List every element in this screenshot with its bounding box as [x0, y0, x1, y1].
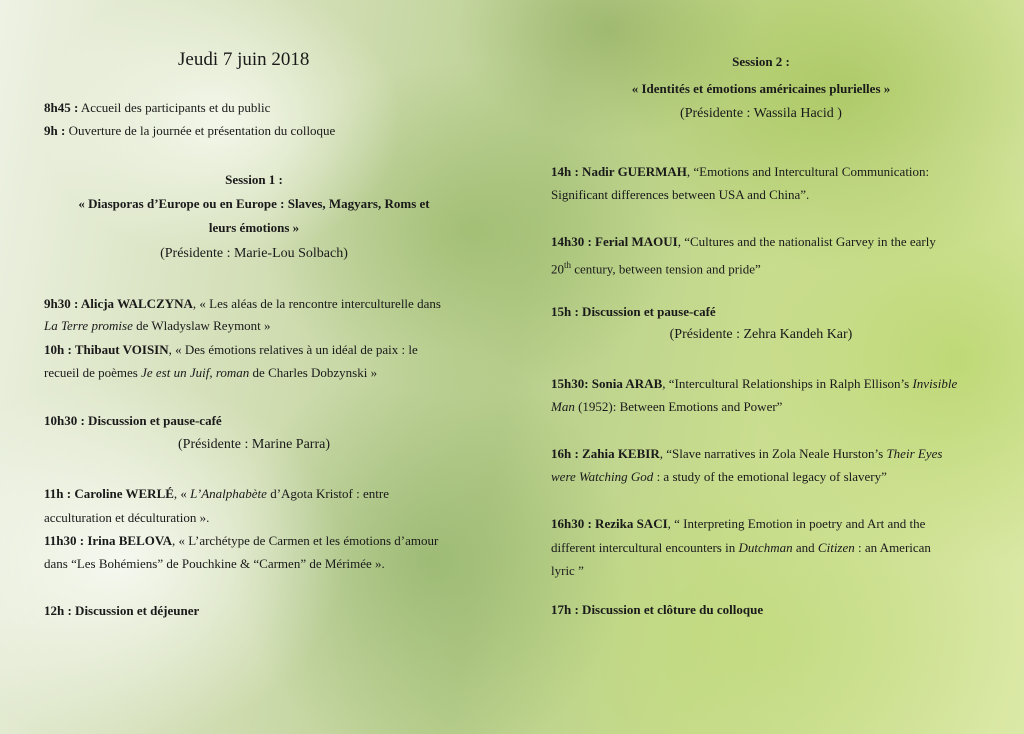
talk: Man (1952): Between Emotions and Power” — [551, 399, 783, 414]
talk: lyric ” — [551, 563, 584, 578]
talk: recueil de poèmes Je est un Juif, roman de Charles Dobzynski » — [44, 365, 378, 380]
session2-label: Session 2 : — [732, 54, 790, 69]
schedule-item: 8h45 : Accueil des participants et du public — [44, 100, 271, 115]
talk: different intercultural encounters in Dutchman and Citizen : an American — [551, 540, 931, 555]
closing: 17h : Discussion et clôture du colloque — [551, 602, 764, 617]
talk: 14h : Nadir GUERMAH, “Emotions and Intercultural Communication: — [551, 164, 930, 179]
session2-president: (Présidente : Wassila Hacid ) — [680, 106, 842, 121]
talk: 11h : Caroline WERLÉ, « L’Analphabète d’Agota Kristof : entre — [44, 486, 389, 501]
session2-title: « Identités et émotions américaines plurielles » — [631, 81, 891, 96]
talk: 16h : Zahia KEBIR, “Slave narratives in Zola Neale Hurston’s Their Eyes — [551, 446, 943, 461]
talk: 10h : Thibaut VOISIN, « Des émotions relatives à un idéal de paix : le — [44, 342, 418, 357]
talk: acculturation et déculturation ». — [44, 510, 210, 525]
break-president: (Présidente : Marine Parra) — [178, 437, 330, 452]
lunch: 12h : Discussion et déjeuner — [44, 603, 200, 618]
talk: Significant differences between USA and China”. — [551, 187, 810, 202]
break: 15h : Discussion et pause-café — [551, 304, 716, 319]
session1-label: Session 1 : — [225, 172, 283, 187]
session1-title: « Diasporas d’Europe ou en Europe : Slaves, Magyars, Roms et — [78, 196, 430, 211]
schedule-item: 9h : Ouverture de la journée et présentation du colloque — [44, 123, 336, 138]
talk: 15h30: Sonia ARAB, “Intercultural Relationships in Ralph Ellison’s Invisible — [551, 376, 958, 391]
page-title: Jeudi 7 juin 2018 — [178, 49, 310, 70]
talk: La Terre promise de Wladyslaw Reymont » — [44, 318, 271, 333]
session1-president: (Présidente : Marie-Lou Solbach) — [160, 246, 348, 261]
talk: 9h30 : Alicja WALCZYNA, « Les aléas de la rencontre interculturelle dans — [44, 296, 441, 311]
talk: 16h30 : Rezika SACI, “ Interpreting Emotion in poetry and Art and the — [551, 516, 926, 531]
talk: 14h30 : Ferial MAOUI, “Cultures and the nationalist Garvey in the early — [551, 234, 936, 249]
session1-title: leurs émotions » — [208, 220, 300, 235]
talk: 20th century, between tension and pride” — [551, 260, 761, 277]
talk: 11h30 : Irina BELOVA, « L’archétype de Carmen et les émotions d’amour — [44, 533, 439, 548]
talk: dans “Les Bohémiens” de Pouchkine & “Carmen” de Mérimée ». — [44, 556, 385, 571]
break: 10h30 : Discussion et pause-café — [44, 413, 222, 428]
break-president: (Présidente : Zehra Kandeh Kar) — [669, 327, 853, 342]
talk: were Watching God : a study of the emotional legacy of slavery” — [551, 469, 887, 484]
